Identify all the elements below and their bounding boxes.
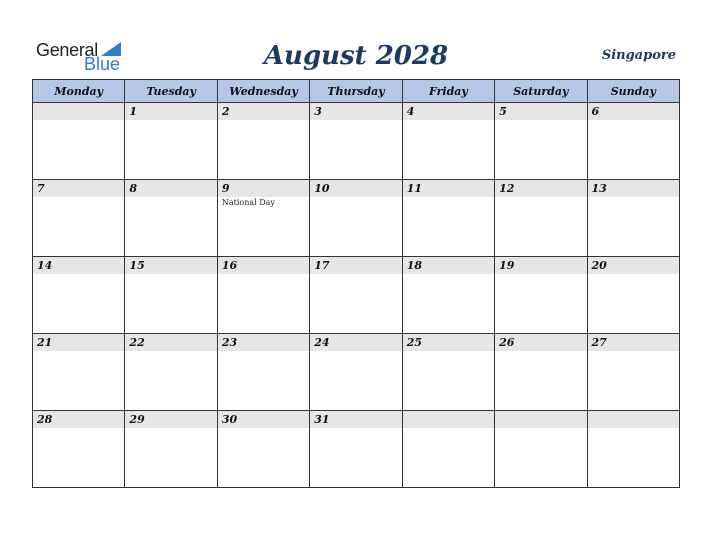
day-number: 19 — [495, 257, 586, 274]
day-cell[interactable] — [217, 180, 309, 257]
day-cell[interactable] — [495, 257, 587, 334]
day-number: 29 — [125, 411, 216, 428]
day-number: 24 — [310, 334, 401, 351]
day-number: 1 — [125, 103, 216, 120]
day-cell[interactable] — [125, 334, 217, 411]
day-number: 27 — [588, 334, 679, 351]
weekday-header: Tuesday — [125, 80, 217, 103]
day-number: 3 — [310, 103, 401, 120]
empty-day-cell — [33, 103, 125, 180]
day-cell[interactable] — [495, 103, 587, 180]
day-number: 13 — [588, 180, 679, 197]
day-number: 11 — [403, 180, 494, 197]
day-number: 14 — [33, 257, 124, 274]
day-number — [588, 411, 679, 428]
day-number: 7 — [33, 180, 124, 197]
holiday-event: National Day — [221, 198, 275, 207]
logo-word-general: General — [36, 40, 98, 60]
calendar-grid — [32, 79, 680, 488]
weekday-header: Monday — [33, 80, 125, 103]
day-cell[interactable] — [495, 180, 587, 257]
day-number: 10 — [310, 180, 401, 197]
day-number: 26 — [495, 334, 586, 351]
week-row — [33, 257, 680, 334]
day-number: 9 — [218, 180, 309, 197]
weekday-header: Friday — [402, 80, 494, 103]
week-row — [33, 411, 680, 488]
day-number: 31 — [310, 411, 401, 428]
day-cell[interactable] — [402, 334, 494, 411]
day-cell[interactable] — [310, 257, 402, 334]
day-number: 4 — [403, 103, 494, 120]
day-number: 6 — [588, 103, 679, 120]
day-number: 23 — [218, 334, 309, 351]
day-number: 15 — [125, 257, 216, 274]
day-cell[interactable] — [125, 257, 217, 334]
day-cell[interactable] — [402, 257, 494, 334]
day-cell[interactable] — [217, 411, 309, 488]
calendar-title: August 2028 — [263, 41, 449, 71]
day-number: 18 — [403, 257, 494, 274]
day-cell[interactable] — [587, 180, 679, 257]
day-number: 28 — [33, 411, 124, 428]
week-row — [33, 180, 680, 257]
day-number: 16 — [218, 257, 309, 274]
week-row — [33, 103, 680, 180]
weekday-header: Saturday — [495, 80, 587, 103]
day-number — [403, 411, 494, 428]
weekday-header-row — [33, 80, 680, 103]
weekday-header: Sunday — [587, 80, 679, 103]
day-cell[interactable] — [587, 103, 679, 180]
day-number: 17 — [310, 257, 401, 274]
day-cell[interactable] — [310, 334, 402, 411]
day-cell[interactable] — [402, 180, 494, 257]
day-cell[interactable] — [217, 334, 309, 411]
day-number: 20 — [588, 257, 679, 274]
day-number — [33, 103, 124, 120]
day-number: 25 — [403, 334, 494, 351]
day-number: 2 — [218, 103, 309, 120]
day-cell[interactable] — [125, 103, 217, 180]
day-cell[interactable] — [310, 103, 402, 180]
day-cell[interactable] — [33, 411, 125, 488]
logo-word-blue: Blue — [84, 54, 121, 74]
day-cell[interactable] — [587, 334, 679, 411]
day-cell[interactable] — [217, 257, 309, 334]
day-cell[interactable] — [495, 334, 587, 411]
day-number: 5 — [495, 103, 586, 120]
weekday-header: Thursday — [310, 80, 402, 103]
empty-day-cell — [495, 411, 587, 488]
day-cell[interactable] — [402, 103, 494, 180]
weekday-header: Wednesday — [217, 80, 309, 103]
day-cell[interactable] — [125, 180, 217, 257]
day-number: 30 — [218, 411, 309, 428]
day-number: 12 — [495, 180, 586, 197]
day-number: 21 — [33, 334, 124, 351]
day-cell[interactable] — [125, 411, 217, 488]
day-cell[interactable] — [33, 257, 125, 334]
empty-day-cell — [402, 411, 494, 488]
empty-day-cell — [587, 411, 679, 488]
day-cell[interactable] — [310, 411, 402, 488]
day-cell[interactable] — [33, 180, 125, 257]
day-number: 22 — [125, 334, 216, 351]
day-cell[interactable] — [587, 257, 679, 334]
week-row — [33, 334, 680, 411]
country-label: Singapore — [601, 48, 676, 63]
day-number — [495, 411, 586, 428]
day-cell[interactable] — [310, 180, 402, 257]
day-cell[interactable] — [33, 334, 125, 411]
day-number: 8 — [125, 180, 216, 197]
day-cell[interactable] — [217, 103, 309, 180]
